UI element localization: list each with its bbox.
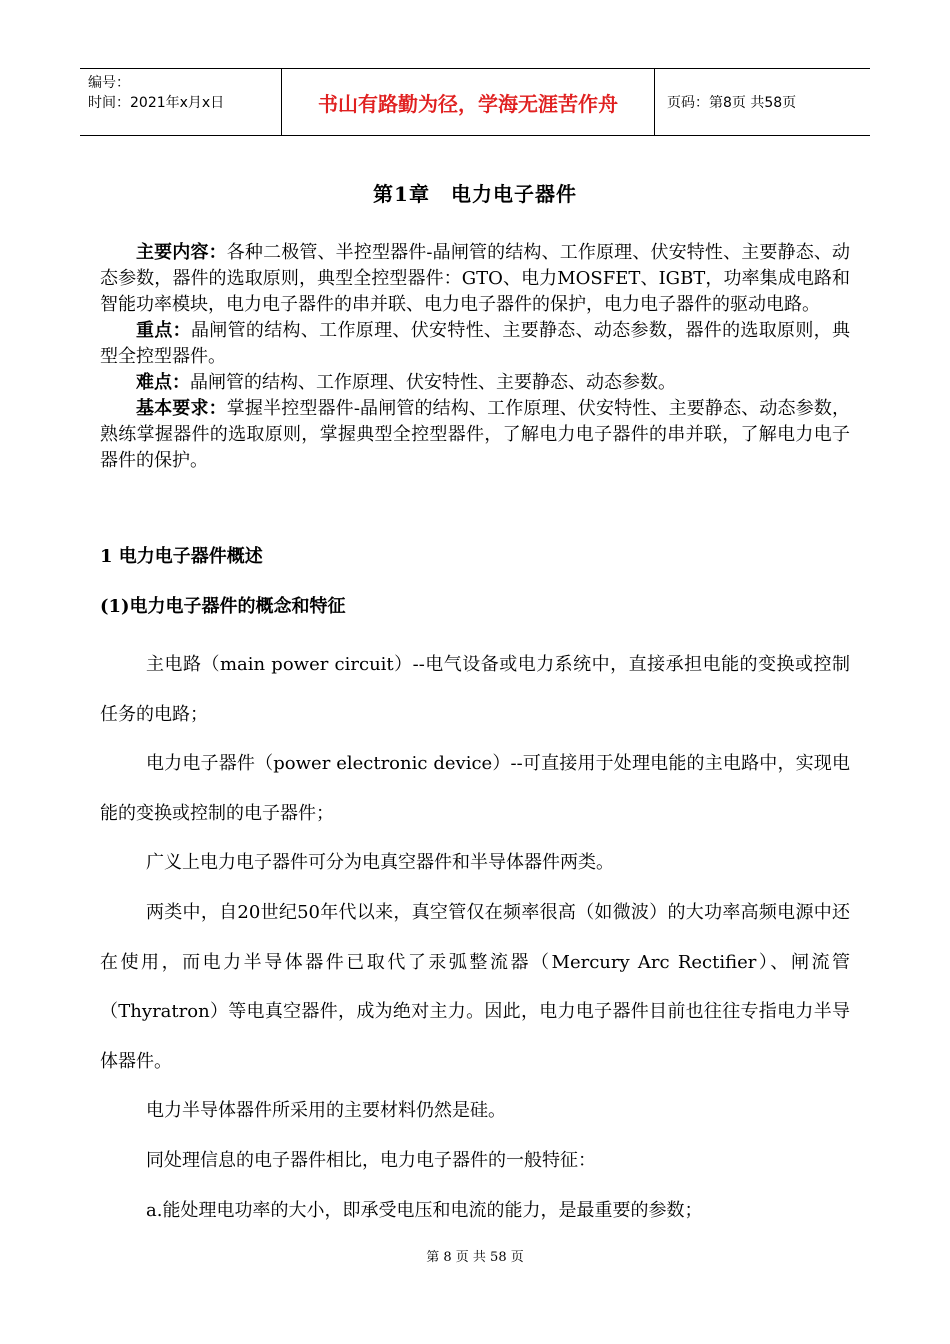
subsection-heading: (1)电力电子器件的概念和特征 <box>100 596 346 617</box>
paragraph: 主电路（main power circuit）--电气设备或电力系统中，直接承担电能的变换或控制任务的电路； <box>100 654 850 725</box>
req-text: 掌握半控型器件-晶闸管的结构、工作原理、伏安特性、主要静态、动态参数，熟练掌握器件的选取原则，掌握典型全控型器件，了解电力电子器件的串并联，了解电力电子器件的保护。 <box>100 398 850 471</box>
header-meta <box>80 69 282 135</box>
key-text: 晶闸管的结构、工作原理、伏安特性、主要静态、动态参数，器件的选取原则，典型全控型器件。 <box>100 320 851 367</box>
main-label: 主要内容： <box>136 242 227 263</box>
key-label: 重点： <box>136 320 191 341</box>
summary-requirements <box>100 396 850 474</box>
req-label: 基本要求： <box>136 398 227 419</box>
number-label: 编号： <box>88 75 130 91</box>
chapter-summary <box>100 240 850 474</box>
paragraph: 电力电子器件（power electronic device）--可直接用于处理电能的主电路中，实现电能的变换或控制的电子器件； <box>100 753 850 824</box>
paragraph: 电力半导体器件所采用的主要材料仍然是硅。 <box>146 1100 506 1122</box>
chapter-title: 第1章 电力电子器件 <box>373 182 577 206</box>
page-header <box>80 68 870 136</box>
main-text: 各种二极管、半控型器件-晶闸管的结构、工作原理、伏安特性、主要静态、动态参数，器件的选取原则，典型全控型器件：GTO、电力MOSFET、IGBT，功率集成电路和智能功率模块，电力电子器件的串并联、电力电子器件的保护，电力电子器件的驱动电路。 <box>100 242 850 315</box>
summary-key <box>100 318 850 370</box>
difficult-label: 难点： <box>136 372 190 393</box>
summary-difficult <box>100 370 850 396</box>
paragraph: 广义上电力电子器件可分为电真空器件和半导体器件两类。 <box>146 852 614 874</box>
difficult-text: 晶闸管的结构、工作原理、伏安特性、主要静态、动态参数。 <box>190 372 676 393</box>
summary-main <box>100 240 850 318</box>
body-text <box>100 640 850 1235</box>
paragraph: 两类中，自20世纪50年代以来，真空管仅在频率很高（如微波）的大功率高频电源中还在使用，而电力半导体器件已取代了汞弧整流器（Mercury Arc Rectifier）、闸流管（Thyratron）等电真空器件，成为绝对主力。因此，电力电子器件目前也往往专指电力半导体器件。 <box>100 901 850 1072</box>
section-heading: 1 电力电子器件概述 <box>100 546 263 567</box>
paragraph: 同处理信息的电子器件相比，电力电子器件的一般特征： <box>146 1149 596 1171</box>
page-footer: 第 8 页 共 58 页 <box>426 1250 524 1265</box>
time-label: 时间：2021年x月x日 <box>88 95 225 111</box>
header-motto <box>282 69 655 135</box>
page-info-text: 页码：第8页 共58页 <box>667 95 797 111</box>
paragraph: a.能处理电功率的大小，即承受电压和电流的能力，是最重要的参数； <box>146 1199 703 1221</box>
motto-text: 书山有路勤为径，学海无涯苦作舟 <box>318 91 618 116</box>
header-page-info <box>655 69 870 135</box>
